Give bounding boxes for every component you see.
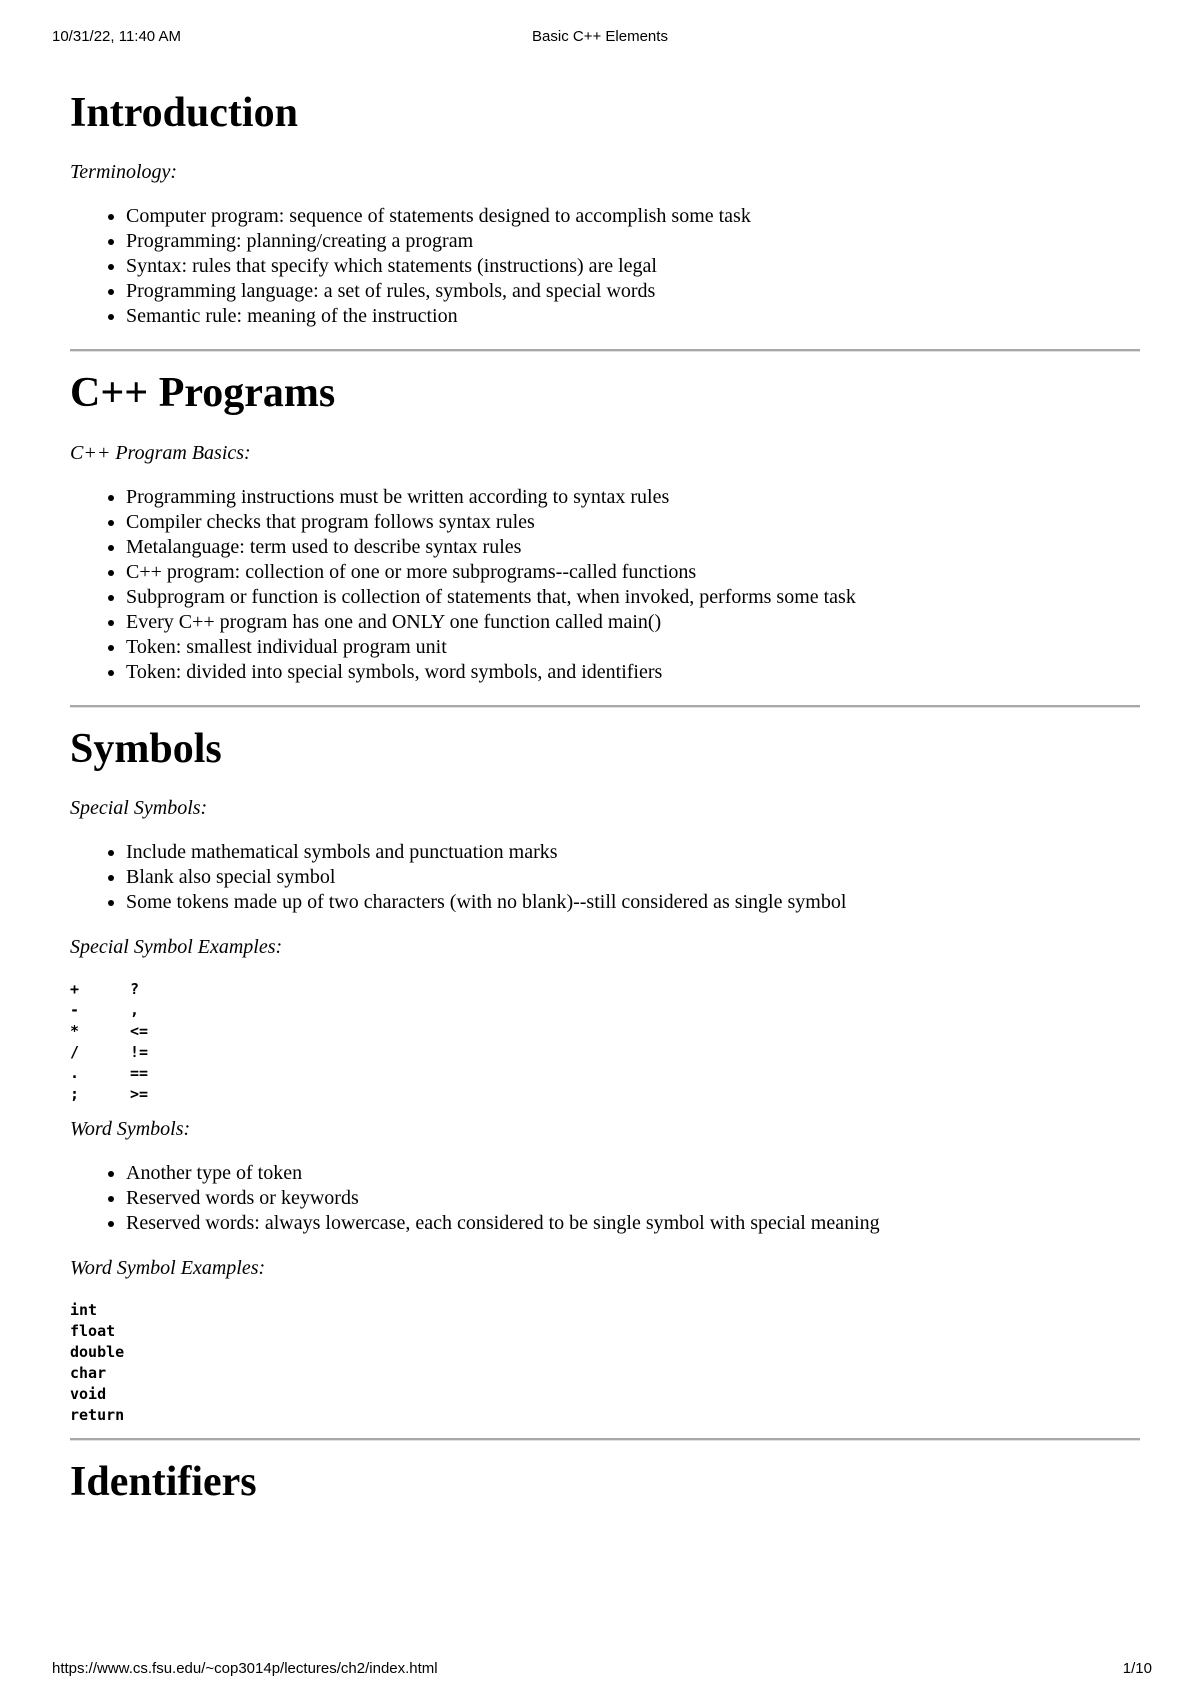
- heading-symbols: Symbols: [70, 725, 222, 772]
- symbol-row: [70, 979, 1140, 1000]
- keyword: int: [70, 1301, 98, 1320]
- list-item: • Reserved words: always lowercase, each considered to be single symbol with special meaning: [126, 1211, 1140, 1236]
- list-item: • Programming: planning/creating a program: [126, 229, 1140, 254]
- symbol-row: [70, 1042, 1140, 1063]
- symbol-row: [70, 1000, 1140, 1021]
- list-item: • Semantic rule: meaning of the instruction: [126, 304, 1140, 329]
- symbol-row: [70, 1063, 1140, 1084]
- list-item: • C++ program: collection of one or more subprograms--called functions: [126, 560, 1140, 585]
- list-item: • Programming instructions must be written according to syntax rules: [126, 485, 1140, 510]
- list-program-basics: [70, 485, 1140, 685]
- label-terminology: Terminology:: [70, 161, 178, 184]
- list-item: • Syntax: rules that specify which statements (instructions) are legal: [126, 254, 1140, 279]
- symbol: .: [70, 1064, 80, 1083]
- symbol: >=: [130, 1085, 149, 1104]
- list-item: • Programming language: a set of rules, symbols, and special words: [126, 279, 1140, 304]
- symbol: ==: [130, 1064, 149, 1083]
- symbol: /: [70, 1043, 80, 1062]
- keyword: char: [70, 1364, 107, 1383]
- symbol: *: [70, 1022, 80, 1041]
- symbol: ;: [70, 1085, 80, 1104]
- list-item: • Blank also special symbol: [126, 865, 1140, 890]
- keyword: return: [70, 1406, 125, 1425]
- label-word-symbols: Word Symbols:: [70, 1118, 191, 1141]
- keyword: double: [70, 1343, 125, 1362]
- symbol-row: [70, 1021, 1140, 1042]
- list-item: • Some tokens made up of two characters (with no blank)--still considered as single symbol: [126, 890, 1140, 915]
- page-content: [70, 78, 1140, 1530]
- heading-cpp-programs: C++ Programs: [70, 370, 336, 417]
- print-url: https://www.cs.fsu.edu/~cop3014p/lectures/ch2/index.html: [52, 1660, 438, 1677]
- label-special-symbol-examples: Special Symbol Examples:: [70, 936, 283, 959]
- list-terminology: [70, 204, 1140, 329]
- word-symbol-examples: [70, 1300, 1140, 1426]
- symbol: <=: [130, 1022, 149, 1041]
- section-divider: [70, 1438, 1140, 1441]
- list-special-symbols: [70, 840, 1140, 915]
- heading-identifiers: Identifiers: [70, 1459, 257, 1506]
- list-item: • Compiler checks that program follows syntax rules: [126, 510, 1140, 535]
- list-item: • Token: smallest individual program unit: [126, 635, 1140, 660]
- heading-introduction: Introduction: [70, 90, 298, 136]
- list-item: • Computer program: sequence of statements designed to accomplish some task: [126, 204, 1140, 229]
- section-divider: [70, 349, 1140, 352]
- list-item: • Every C++ program has one and ONLY one function called main(): [126, 610, 1140, 635]
- keyword: void: [70, 1385, 107, 1404]
- symbol-row: [70, 1084, 1140, 1105]
- symbol: ,: [130, 1001, 140, 1020]
- symbol: !=: [130, 1043, 149, 1062]
- print-header: [0, 28, 1200, 48]
- list-item: • Reserved words or keywords: [126, 1186, 1140, 1211]
- section-divider: [70, 705, 1140, 708]
- print-footer: [0, 1660, 1200, 1680]
- print-title: Basic C++ Elements: [532, 28, 668, 45]
- symbol: ?: [130, 980, 140, 999]
- keyword: float: [70, 1322, 116, 1341]
- list-item: • Include mathematical symbols and punctuation marks: [126, 840, 1140, 865]
- symbol: +: [70, 980, 80, 999]
- page-number: 1/10: [1122, 1660, 1152, 1677]
- list-word-symbols: [70, 1161, 1140, 1236]
- symbol: -: [70, 1001, 80, 1020]
- list-item: • Token: divided into special symbols, word symbols, and identifiers: [126, 660, 1140, 685]
- label-program-basics: C++ Program Basics:: [70, 441, 251, 464]
- special-symbol-examples: [70, 979, 1140, 1105]
- print-datetime: 10/31/22, 11:40 AM: [52, 28, 181, 45]
- list-item: • Another type of token: [126, 1161, 1140, 1186]
- list-item: • Subprogram or function is collection of statements that, when invoked, performs some task: [126, 585, 1140, 610]
- list-item: • Metalanguage: term used to describe syntax rules: [126, 535, 1140, 560]
- label-word-symbol-examples: Word Symbol Examples:: [70, 1257, 266, 1280]
- label-special-symbols: Special Symbols:: [70, 797, 208, 820]
